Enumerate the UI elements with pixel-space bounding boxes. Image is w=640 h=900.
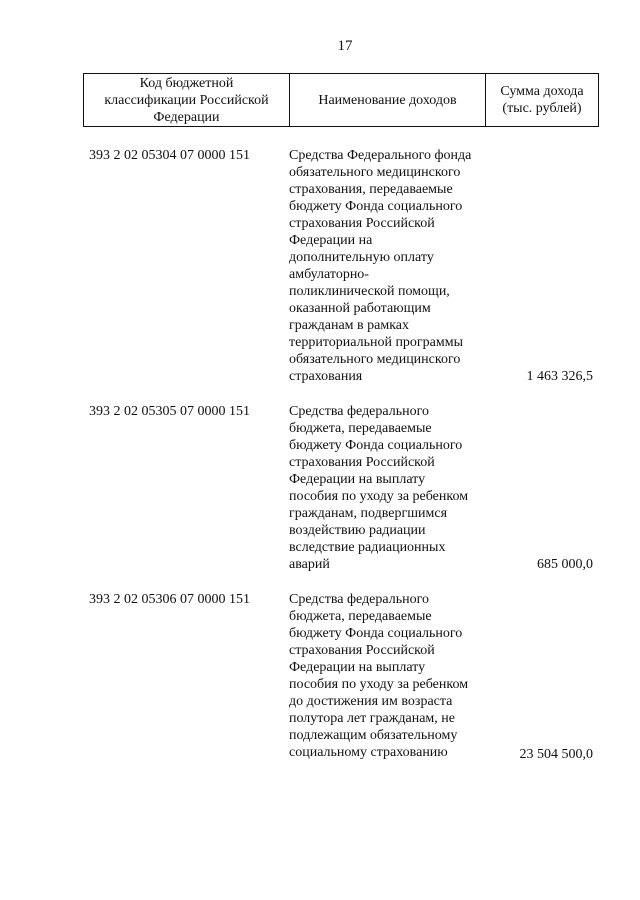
budget-code: 393 2 02 05306 07 0000 151 <box>89 592 250 607</box>
header-code-line: Федерации <box>153 109 220 125</box>
income-amount: 1 463 326,5 <box>526 369 593 384</box>
income-name-line: воздействию радиации <box>289 523 426 538</box>
header-amount-line: (тыс. рублей) <box>502 101 582 116</box>
income-name-line: поликлинической помощи, <box>289 284 450 299</box>
income-name-line: территориальной программы <box>289 335 464 350</box>
income-amount: 23 504 500,0 <box>519 747 593 762</box>
income-name-line: амбулаторно- <box>289 267 369 282</box>
table-header <box>83 73 599 127</box>
income-name-line: гражданам в рамках <box>289 318 410 333</box>
header-code-line: Код бюджетной <box>139 75 234 91</box>
header-amount-column <box>485 74 598 126</box>
income-name-line: дополнительную оплату <box>289 250 434 265</box>
budget-code: 393 2 02 05304 07 0000 151 <box>89 148 250 163</box>
income-name-line: Федерации на <box>289 233 373 248</box>
income-amount: 685 000,0 <box>537 557 593 572</box>
income-name-line: страхования Российской <box>289 455 435 470</box>
income-name-line: оказанной работающим <box>289 301 431 316</box>
income-name-line: подлежащим обязательному <box>289 728 458 743</box>
header-code-line: классификации Российской <box>104 92 269 108</box>
income-name-line: пособия по уходу за ребенком <box>289 677 469 692</box>
page-number: 17 <box>337 38 353 54</box>
income-name-line: аварий <box>289 557 330 572</box>
income-name-line: вследствие радиационных <box>289 540 446 555</box>
income-name-line: бюджета, передаваемые <box>289 421 432 436</box>
income-name-line: полутора лет гражданам, не <box>289 711 455 726</box>
income-name-line: Федерации на выплату <box>289 472 426 487</box>
income-name-line: гражданам, подвергшимся <box>289 506 448 521</box>
header-name-line: Наименование доходов <box>318 92 457 108</box>
header-name-column <box>289 74 485 126</box>
income-name-line: обязательного медицинского <box>289 165 461 180</box>
income-name-line: бюджету Фонда социального <box>289 199 463 214</box>
income-name-line: обязательного медицинского <box>289 352 461 367</box>
income-name-line: бюджету Фонда социального <box>289 626 463 641</box>
income-name-line: страхования Российской <box>289 216 435 231</box>
header-code-column <box>84 74 289 126</box>
income-name <box>289 403 504 573</box>
budget-code: 393 2 02 05305 07 0000 151 <box>89 404 250 419</box>
income-name-line: страхования Российской <box>289 643 435 658</box>
income-name-line: до достижения им возраста <box>289 694 453 709</box>
income-name-line: Средства Федерального фонда <box>289 148 472 163</box>
income-name-line: Средства федерального <box>289 404 429 419</box>
header-amount-line: Сумма дохода <box>500 84 584 99</box>
income-name-line: бюджету Фонда социального <box>289 438 463 453</box>
income-name-line: пособия по уходу за ребенком <box>289 489 469 504</box>
income-name-line: страхования, передаваемые <box>289 182 453 197</box>
income-name-line: социальному страхованию <box>289 745 448 760</box>
income-name-line: Средства федерального <box>289 592 429 607</box>
income-name <box>289 147 504 385</box>
income-name-line: страхования <box>289 369 363 384</box>
income-name-line: Федерации на выплату <box>289 660 426 675</box>
income-name <box>289 591 504 761</box>
income-name-line: бюджета, передаваемые <box>289 609 432 624</box>
